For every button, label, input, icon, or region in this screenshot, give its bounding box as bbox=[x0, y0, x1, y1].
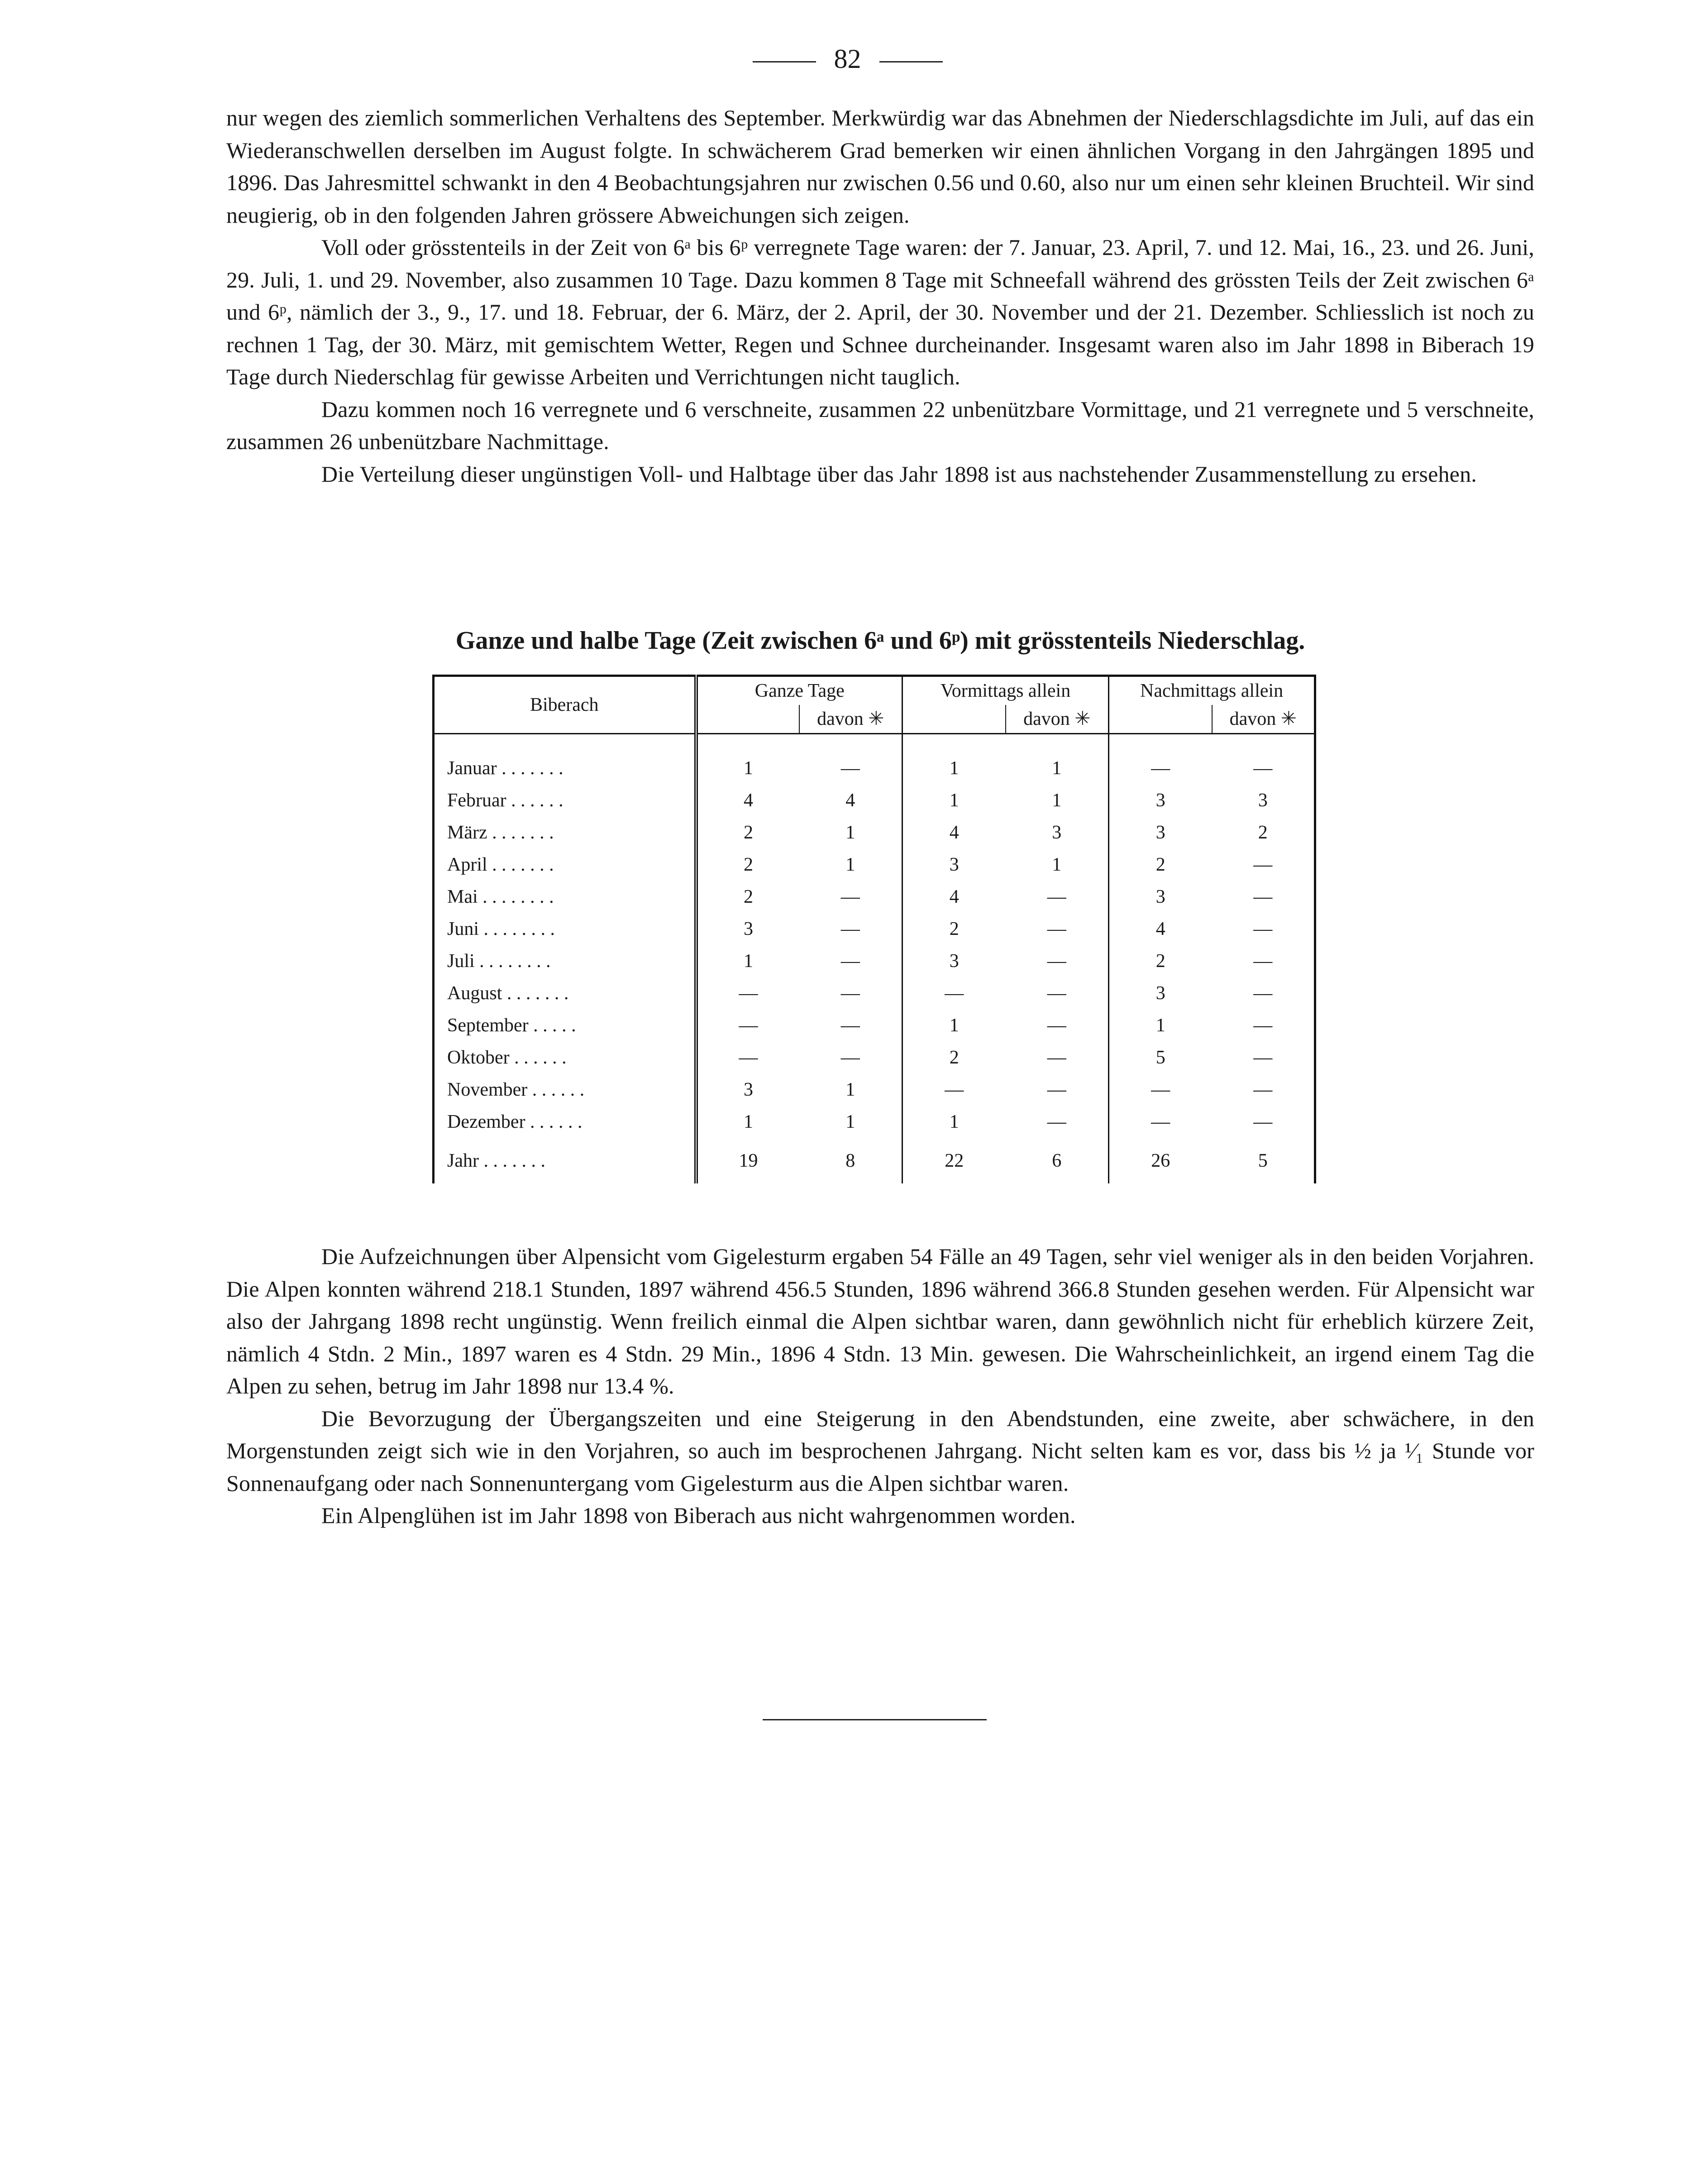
value-cell: — bbox=[1212, 913, 1315, 945]
value-cell: 1 bbox=[1052, 790, 1062, 811]
value-cell: 8 bbox=[845, 1150, 855, 1171]
value-cell: 1 bbox=[845, 1111, 855, 1132]
paragraph: Ein Alpenglühen ist im Jahr 1898 von Biberach aus nicht wahrgenommen worden. bbox=[321, 1503, 1076, 1528]
value-cell: 1 bbox=[696, 752, 799, 785]
month-cell: April . . . . . . . bbox=[434, 849, 696, 881]
month-cell: Oktober . . . . . . bbox=[434, 1042, 696, 1074]
value-cell: — bbox=[696, 1042, 799, 1074]
sub-header-blank bbox=[1109, 705, 1212, 734]
text-block-2 bbox=[226, 1240, 1534, 1532]
table-row bbox=[434, 913, 1315, 945]
value-cell: — bbox=[902, 1074, 1006, 1106]
value-cell: — bbox=[840, 983, 860, 1004]
value-cell: 1 bbox=[1109, 1010, 1212, 1042]
value-cell: 2 bbox=[1109, 849, 1212, 881]
value-cell: 5 bbox=[1212, 1138, 1315, 1183]
month-cell: Februar . . . . . . bbox=[434, 785, 696, 817]
value-cell: 1 bbox=[845, 1079, 855, 1100]
table-row bbox=[434, 945, 1315, 977]
value-cell: 22 bbox=[902, 1138, 1006, 1183]
value-cell: 3 bbox=[1109, 881, 1212, 913]
value-cell: — bbox=[1212, 752, 1315, 785]
value-cell: 1 bbox=[902, 1106, 1006, 1138]
value-cell: — bbox=[1212, 977, 1315, 1010]
value-cell: — bbox=[1047, 1111, 1066, 1132]
value-cell: 1 bbox=[902, 1010, 1006, 1042]
table-row bbox=[434, 1106, 1315, 1138]
paragraph: Die Aufzeichnungen über Alpensicht vom Gigelesturm ergaben 54 Fälle an 49 Tagen, sehr viel weniger als in den beiden Vorjahren. Die Alpen konnten während 218.1 Stunden, 1897 während 456.5 Stunden, 1896 während 366.8 Stunden gesehen werden. Für Alpensicht war also der Jahrgang 1898 recht ungünstig. Wenn freilich einmal die Alpen sichtbar waren, dann gewöhnlich nicht für erheblich kürzere Zeit, nämlich 4 Stdn. 2 Min., 1897 waren es 4 Stdn. 29 Min., 1896 4 Stdn. 13 Min. gewesen. Die Wahrscheinlichkeit, an irgend einem Tag die Alpen zu sehen, betrug im Jahr 1898 nur 13.4 %. bbox=[226, 1244, 1534, 1399]
value-cell: 26 bbox=[1109, 1138, 1212, 1183]
value-cell: — bbox=[1047, 886, 1066, 907]
value-cell: 4 bbox=[902, 881, 1006, 913]
value-cell: 3 bbox=[1212, 785, 1315, 817]
value-cell: 1 bbox=[696, 1106, 799, 1138]
value-cell: 6 bbox=[1052, 1150, 1062, 1171]
table-row bbox=[434, 881, 1315, 913]
precipitation-table bbox=[432, 675, 1315, 1216]
month-cell: Mai . . . . . . . . bbox=[434, 881, 696, 913]
sub-header-blank bbox=[902, 705, 1006, 734]
month-cell: Juli . . . . . . . . bbox=[434, 945, 696, 977]
table-row bbox=[434, 1042, 1315, 1074]
value-cell: — bbox=[840, 758, 860, 779]
sub-header-davon-snow: davon ✳ bbox=[799, 705, 902, 734]
value-cell: 5 bbox=[1109, 1042, 1212, 1074]
value-cell: — bbox=[1212, 1106, 1315, 1138]
sub-header-blank bbox=[696, 705, 799, 734]
paragraph: Die Bevorzugung der Übergangszeiten und eine Steigerung in den Abendstunden, eine zweite, aber schwächere, in den Morgenstunden zeigt sich wie in den Vorjahren, so auch im besprochenen Jahrgang. Nicht selten kam es vor, dass bis ½ ja ¹⁄₁ Stunde vor Sonnenaufgang oder nach Sonnenuntergang vom Gigelesturm aus die Alpen sichtbar waren. bbox=[226, 1405, 1534, 1496]
value-cell: — bbox=[1212, 945, 1315, 977]
table-row bbox=[434, 1074, 1315, 1106]
value-cell: — bbox=[1047, 951, 1066, 972]
value-cell: 1 bbox=[902, 752, 1006, 785]
table-row bbox=[434, 977, 1315, 1010]
group-header-nachmittags: Nachmittags allein bbox=[1109, 676, 1315, 705]
value-cell: — bbox=[840, 919, 860, 939]
month-cell: Januar . . . . . . . bbox=[434, 752, 696, 785]
paragraph: Voll oder grösstenteils in der Zeit von 6ᵃ bis 6ᵖ verregnete Tage waren: der 7. Januar, 23. April, 7. und 12. Mai, 16., 23. und 26. Juni, 29. Juli, 1. und 29. November, also zusammen 10 Tage. Dazu kommen 8 Tage mit Schneefall während des grössten Teils der Zeit zwischen 6ᵃ und 6ᵖ, nämlich der 3., 9., 17. und 18. Februar, der 6. März, der 2. April, der 30. November und der 21. Dezember. Schliesslich ist noch zu rechnen 1 Tag, der 30. März, mit gemischtem Wetter, Regen und Schnee durcheinander. Insgesamt waren also im Jahr 1898 in Biberach 19 Tage durch Niederschlag für gewisse Arbeiten und Verrichtungen nicht tauglich. bbox=[226, 235, 1534, 389]
table-row bbox=[434, 817, 1315, 849]
table-row bbox=[434, 785, 1315, 817]
value-cell: 2 bbox=[696, 881, 799, 913]
header-rule-left bbox=[753, 61, 816, 62]
value-cell: — bbox=[902, 977, 1006, 1010]
value-cell: — bbox=[1047, 1079, 1066, 1100]
value-cell: 2 bbox=[696, 849, 799, 881]
table-row bbox=[434, 752, 1315, 785]
value-cell: — bbox=[1109, 1074, 1212, 1106]
value-cell: — bbox=[840, 951, 860, 972]
sub-header-davon-snow: davon ✳ bbox=[1006, 705, 1109, 734]
value-cell: 1 bbox=[696, 945, 799, 977]
value-cell: — bbox=[1047, 919, 1066, 939]
value-cell: — bbox=[840, 886, 860, 907]
page-number-header bbox=[0, 41, 1695, 77]
value-cell: — bbox=[840, 1015, 860, 1036]
value-cell: 2 bbox=[696, 817, 799, 849]
value-cell: — bbox=[1212, 849, 1315, 881]
value-cell: — bbox=[1047, 1015, 1066, 1036]
value-cell: 1 bbox=[1052, 758, 1062, 779]
month-cell: Jahr . . . . . . . bbox=[434, 1138, 696, 1183]
value-cell: — bbox=[696, 1010, 799, 1042]
value-cell: 3 bbox=[902, 849, 1006, 881]
value-cell: 1 bbox=[1052, 854, 1062, 875]
header-rule-right bbox=[879, 61, 943, 62]
paragraph: Die Verteilung dieser ungünstigen Voll- und Halbtage über das Jahr 1898 ist aus nachstehender Zusammenstellung zu ersehen. bbox=[321, 461, 1477, 487]
month-cell: Dezember . . . . . . bbox=[434, 1106, 696, 1138]
text-block-1 bbox=[226, 102, 1534, 490]
value-cell: — bbox=[1047, 1047, 1066, 1068]
group-header-vormittags: Vormittags allein bbox=[902, 676, 1109, 705]
value-cell: 2 bbox=[902, 913, 1006, 945]
value-cell: 2 bbox=[1212, 817, 1315, 849]
value-cell: — bbox=[1212, 1074, 1315, 1106]
value-cell: 3 bbox=[696, 913, 799, 945]
page-number: 82 bbox=[834, 44, 861, 74]
sub-header-davon-snow: davon ✳ bbox=[1212, 705, 1315, 734]
month-cell: September . . . . . bbox=[434, 1010, 696, 1042]
value-cell: — bbox=[1047, 983, 1066, 1004]
value-cell: 1 bbox=[845, 822, 855, 843]
value-cell: 3 bbox=[1109, 785, 1212, 817]
value-cell: — bbox=[840, 1047, 860, 1068]
total-row bbox=[434, 1138, 1315, 1183]
value-cell: — bbox=[1212, 1010, 1315, 1042]
value-cell: 1 bbox=[845, 854, 855, 875]
value-cell: 19 bbox=[696, 1138, 799, 1183]
value-cell: 4 bbox=[902, 817, 1006, 849]
table-row bbox=[434, 849, 1315, 881]
group-header-ganze-tage: Ganze Tage bbox=[696, 676, 902, 705]
value-cell: 1 bbox=[902, 785, 1006, 817]
value-cell: 4 bbox=[1109, 913, 1212, 945]
month-cell: Juni . . . . . . . . bbox=[434, 913, 696, 945]
end-rule bbox=[763, 1719, 987, 1720]
table-title: Ganze und halbe Tage (Zeit zwischen 6ᵃ und 6ᵖ) mit grösstenteils Niederschlag. bbox=[455, 627, 1305, 655]
value-cell: 3 bbox=[1109, 817, 1212, 849]
value-cell: — bbox=[696, 977, 799, 1010]
month-cell: August . . . . . . . bbox=[434, 977, 696, 1010]
value-cell: 3 bbox=[902, 945, 1006, 977]
paragraph: Dazu kommen noch 16 verregnete und 6 verschneite, zusammen 22 unbenützbare Vormittage, und 21 verregnete und 5 verschneite, zusammen 26 unbenützbare Nachmittage. bbox=[226, 396, 1534, 454]
month-cell: November . . . . . . bbox=[434, 1074, 696, 1106]
month-cell: März . . . . . . . bbox=[434, 817, 696, 849]
value-cell: — bbox=[1212, 881, 1315, 913]
value-cell: 2 bbox=[902, 1042, 1006, 1074]
table-row bbox=[434, 1010, 1315, 1042]
value-cell: — bbox=[1109, 752, 1212, 785]
value-cell: 3 bbox=[1109, 977, 1212, 1010]
value-cell: 3 bbox=[696, 1074, 799, 1106]
value-cell: 4 bbox=[845, 790, 855, 811]
value-cell: — bbox=[1212, 1042, 1315, 1074]
data-table bbox=[432, 675, 1316, 1183]
paragraph: nur wegen des ziemlich sommerlichen Verhaltens des September. Merkwürdig war das Abnehmen der Niederschlagsdichte im Juli, auf das ein Wiederanschwellen derselben im August folgte. In schwächerem Grad bemerken wir einen ähnlichen Vorgang in den Jahrgängen 1895 und 1896. Das Jahresmittel schwankt in den 4 Beobachtungsjahren nur zwischen 0.56 und 0.60, also nur um einen sehr kleinen Bruchteil. Wir sind neugierig, ob in den folgenden Jahren grössere Abweichungen sich zeigen. bbox=[226, 105, 1534, 228]
value-cell: — bbox=[1109, 1106, 1212, 1138]
value-cell: 3 bbox=[1052, 822, 1062, 843]
corner-header: Biberach bbox=[434, 676, 696, 734]
value-cell: 2 bbox=[1109, 945, 1212, 977]
value-cell: 4 bbox=[696, 785, 799, 817]
